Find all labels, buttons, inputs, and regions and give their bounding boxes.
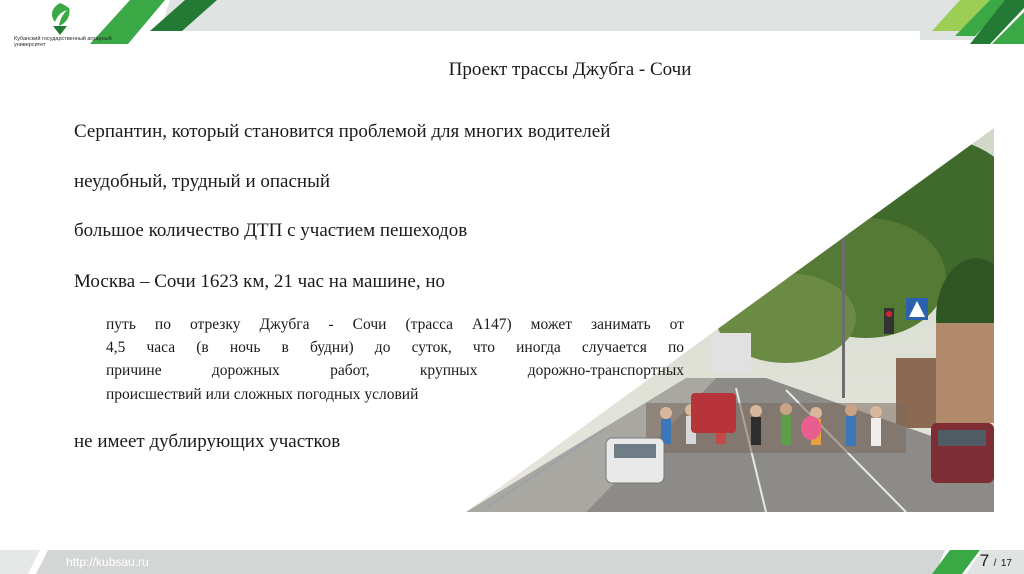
bullet-distance: Москва – Сочи 1623 км, 21 час на машине, но bbox=[74, 271, 446, 292]
page-number bbox=[980, 551, 1012, 571]
bullet-accidents: большое количество ДТП с участием пешеходов bbox=[74, 220, 468, 241]
leaf-logo-icon bbox=[47, 2, 73, 36]
sub-paragraph-line: 4,5 часа (в ночь в будни) до суток, что иногда случается по bbox=[106, 339, 684, 357]
bullet-no-alternative: не имеет дублирующих участков bbox=[74, 431, 341, 452]
sub-paragraph bbox=[106, 313, 684, 406]
slide-title-text: Проект трассы Джубга - Сочи bbox=[448, 59, 692, 80]
bottom-decorative-band bbox=[0, 546, 1024, 574]
bullet-inconvenient: неудобный, трудный и опасный bbox=[74, 171, 331, 192]
sub-paragraph-line: путь по отрезку Джубга - Сочи (трасса А147) может занимать от bbox=[106, 316, 684, 333]
page-separator: / bbox=[993, 558, 997, 569]
page-current: 7 bbox=[979, 551, 990, 570]
footer-url-link[interactable]: http://kubsau.ru bbox=[66, 555, 149, 569]
university-logo bbox=[14, 2, 112, 52]
bullet-serpentine: Серпантин, который становится проблемой для многих водителей bbox=[74, 121, 611, 142]
top-decorative-band bbox=[0, 0, 1024, 36]
page-total: 17 bbox=[1000, 558, 1012, 569]
logo-text: Кубанский государственный аграрный университет bbox=[14, 36, 112, 48]
sub-paragraph-line: происшествий или сложных погодных условий bbox=[106, 385, 419, 403]
slide-title bbox=[0, 59, 1024, 81]
sub-paragraph-line: причине дорожных работ, крупных дорожно-транспортных bbox=[106, 362, 684, 380]
